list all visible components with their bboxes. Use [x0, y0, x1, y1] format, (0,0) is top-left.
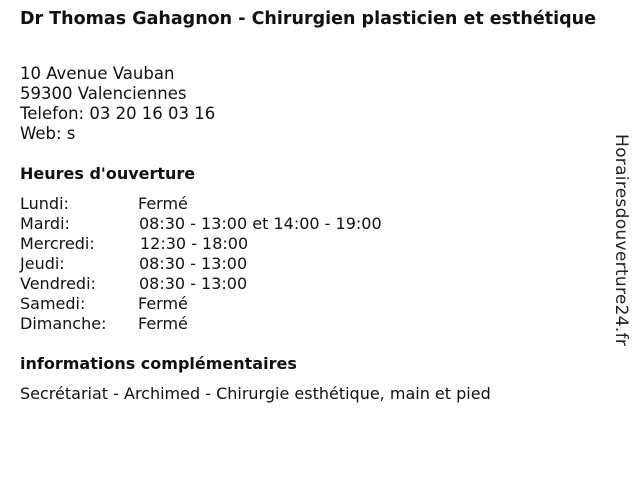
day-label: Lundi: — [20, 194, 69, 213]
day-label: Dimanche: — [20, 314, 107, 333]
street-address: 10 Avenue Vauban — [20, 64, 175, 83]
hours-value: 08:30 - 13:00 — [139, 274, 248, 293]
hours-value: 12:30 - 18:00 — [140, 234, 249, 253]
additional-info-heading: informations complémentaires — [20, 354, 297, 373]
address-block — [20, 64, 215, 144]
hours-value: 08:30 - 13:00 — [139, 254, 248, 273]
phone-number[interactable]: Telefon: 03 20 16 03 16 — [20, 104, 216, 123]
day-label: Samedi: — [20, 294, 86, 313]
city-postal: 59300 Valenciennes — [20, 84, 187, 103]
hours-value: Fermé — [138, 314, 188, 333]
hours-value: Fermé — [138, 194, 188, 213]
additional-info-text: Secrétariat - Archimed - Chirurgie esthétique, main et pied — [20, 384, 491, 403]
day-label: Vendredi: — [20, 274, 96, 293]
day-label: Mardi: — [20, 214, 70, 233]
site-watermark: Horairesdouverture24.fr — [611, 134, 631, 347]
website-link[interactable]: Web: s — [20, 124, 76, 143]
opening-hours-heading: Heures d'ouverture — [20, 164, 196, 183]
hours-value: 08:30 - 13:00 et 14:00 - 19:00 — [139, 214, 382, 233]
day-label: Jeudi: — [20, 254, 65, 273]
hours-value: Fermé — [138, 294, 188, 313]
day-label: Mercredi: — [20, 234, 95, 253]
page-title: Dr Thomas Gahagnon - Chirurgien plasticien et esthétique — [20, 9, 596, 29]
